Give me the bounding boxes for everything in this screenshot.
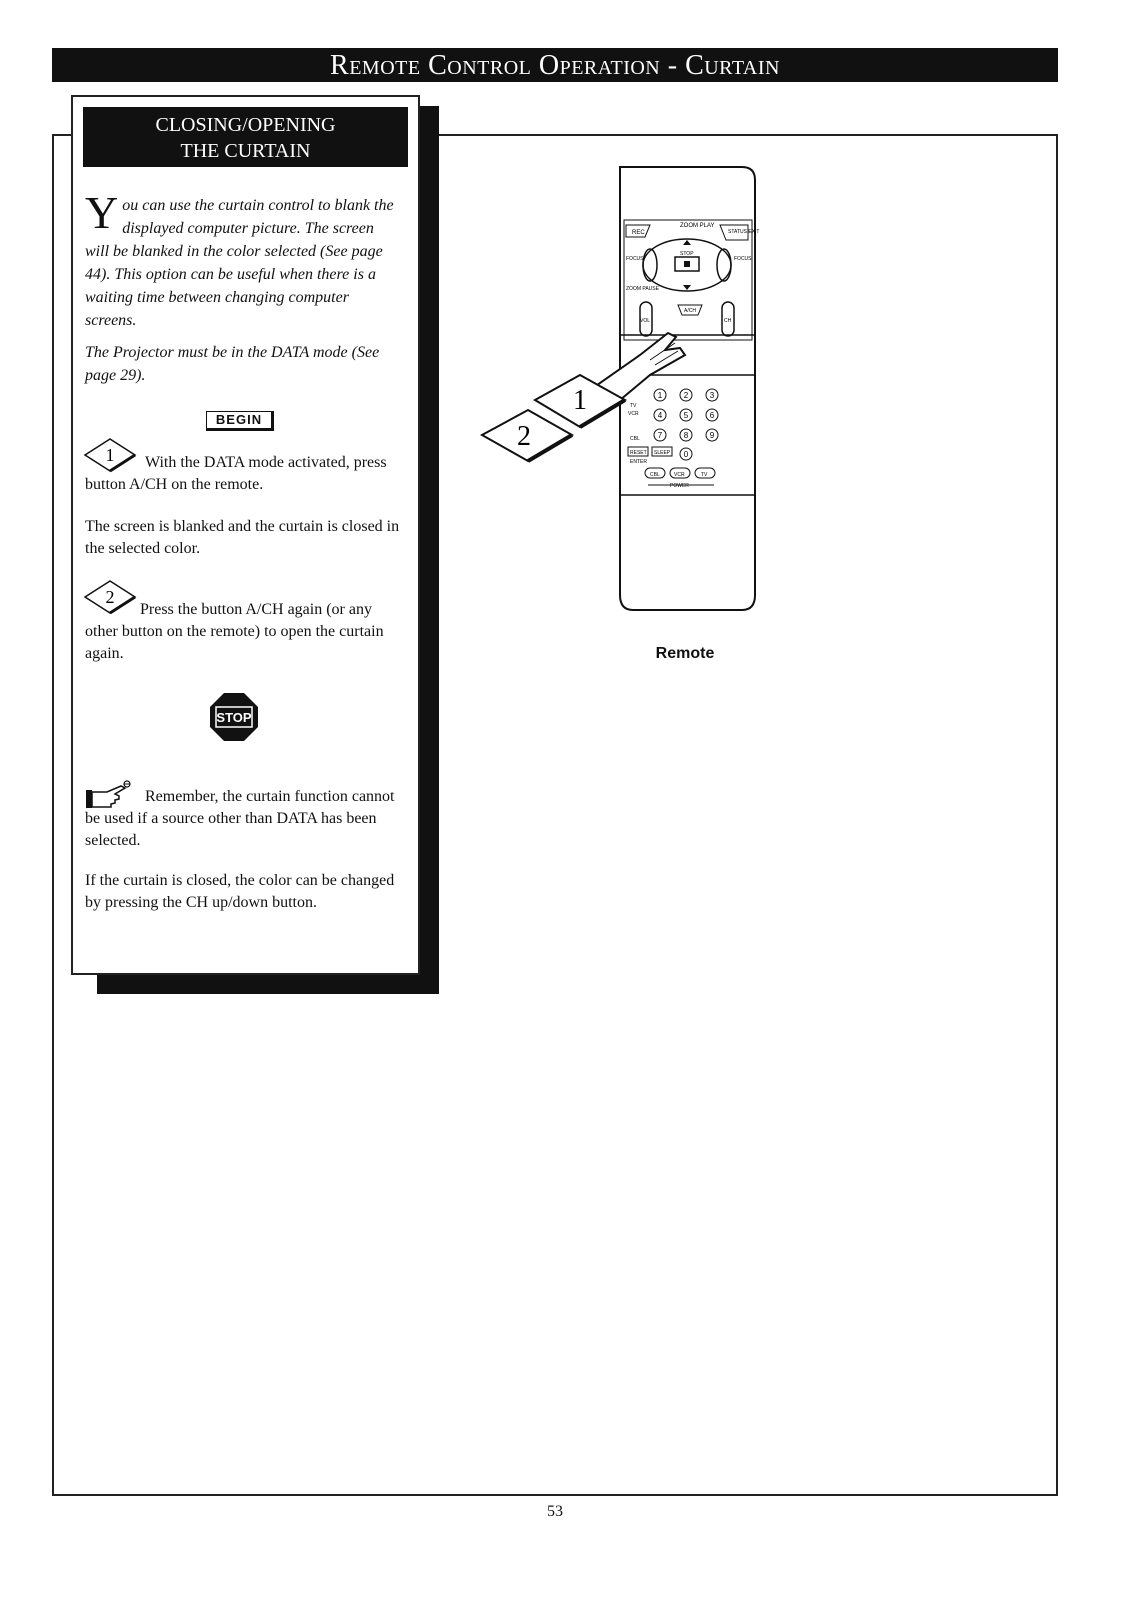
begin-badge: BEGIN bbox=[206, 411, 274, 431]
intro-text: ou can use the curtain control to blank the displayed computer picture. The screen will be blanked in the color selected (See page 44). This option can be useful when there is a waiting time between changing computer screens. bbox=[85, 197, 394, 329]
remote-control-illustration bbox=[480, 165, 780, 615]
svg-text:3: 3 bbox=[709, 391, 715, 400]
svg-text:POWER: POWER bbox=[670, 483, 689, 489]
svg-text:FOCUS: FOCUS bbox=[626, 256, 644, 262]
svg-text:CBL: CBL bbox=[630, 436, 640, 442]
panel-title bbox=[83, 107, 408, 167]
step-2-text: Press the button A/CH again (or any other button on the remote) to open the curtain again. bbox=[85, 601, 384, 662]
svg-text:1: 1 bbox=[657, 391, 663, 400]
svg-text:VOL: VOL bbox=[640, 318, 651, 324]
data-mode-note: The Projector must be in the DATA mode (See page 29). bbox=[85, 344, 380, 384]
svg-text:CBL: CBL bbox=[650, 472, 660, 478]
svg-text:RESET: RESET bbox=[630, 450, 647, 456]
svg-text:8: 8 bbox=[683, 431, 689, 440]
svg-text:ENTER: ENTER bbox=[630, 459, 647, 465]
svg-text:VCR: VCR bbox=[628, 411, 639, 417]
panel-title-line1: CLOSING/OPENING bbox=[155, 114, 336, 136]
intro-dropcap: Y bbox=[85, 187, 119, 238]
svg-text:REC: REC bbox=[632, 230, 645, 236]
svg-text:0: 0 bbox=[683, 450, 689, 459]
callout-2-number: 2 bbox=[517, 421, 531, 452]
page-title: Remote Control Operation - Curtain bbox=[52, 48, 1058, 82]
svg-text:STOP: STOP bbox=[680, 251, 694, 257]
svg-text:STATUS EXIT: STATUS EXIT bbox=[728, 229, 760, 235]
svg-text:9: 9 bbox=[709, 431, 715, 440]
svg-text:ZOOM PLAY: ZOOM PLAY bbox=[680, 223, 715, 229]
svg-text:7: 7 bbox=[657, 431, 663, 440]
svg-text:TV: TV bbox=[701, 472, 708, 478]
step-2-number: 2 bbox=[105, 587, 115, 607]
stop-label: STOP bbox=[216, 710, 252, 725]
callout-1-number: 1 bbox=[573, 385, 587, 416]
svg-text:CH: CH bbox=[724, 318, 732, 324]
svg-text:TV: TV bbox=[630, 403, 637, 409]
svg-text:A/CH: A/CH bbox=[684, 308, 696, 314]
svg-text:SLEEP: SLEEP bbox=[654, 450, 671, 456]
figure-caption: Remote bbox=[655, 645, 715, 662]
svg-text:ZOOM PAUSE: ZOOM PAUSE bbox=[626, 286, 659, 292]
svg-text:VCR: VCR bbox=[674, 472, 685, 478]
color-change-note: If the curtain is closed, the color can be changed by pressing the CH up/down button. bbox=[85, 872, 395, 911]
step-1-result: The screen is blanked and the curtain is closed in the selected color. bbox=[85, 518, 400, 557]
svg-text:5: 5 bbox=[683, 411, 689, 420]
svg-text:4: 4 bbox=[657, 411, 663, 420]
page-number: 53 bbox=[547, 1503, 563, 1520]
stop-sign-icon bbox=[209, 692, 259, 742]
remember-note: Remember, the curtain function cannot be used if a source other than DATA has been selected. bbox=[85, 788, 395, 849]
svg-text:6: 6 bbox=[709, 411, 715, 420]
instruction-panel bbox=[71, 95, 420, 975]
svg-text:FOCUS: FOCUS bbox=[734, 256, 752, 262]
intro-paragraph bbox=[85, 187, 400, 332]
panel-title-line2: THE CURTAIN bbox=[180, 140, 311, 162]
step-1-text: With the DATA mode activated, press button A/CH on the remote. bbox=[85, 454, 387, 493]
step-1-number: 1 bbox=[105, 445, 115, 465]
svg-text:2: 2 bbox=[683, 391, 689, 400]
